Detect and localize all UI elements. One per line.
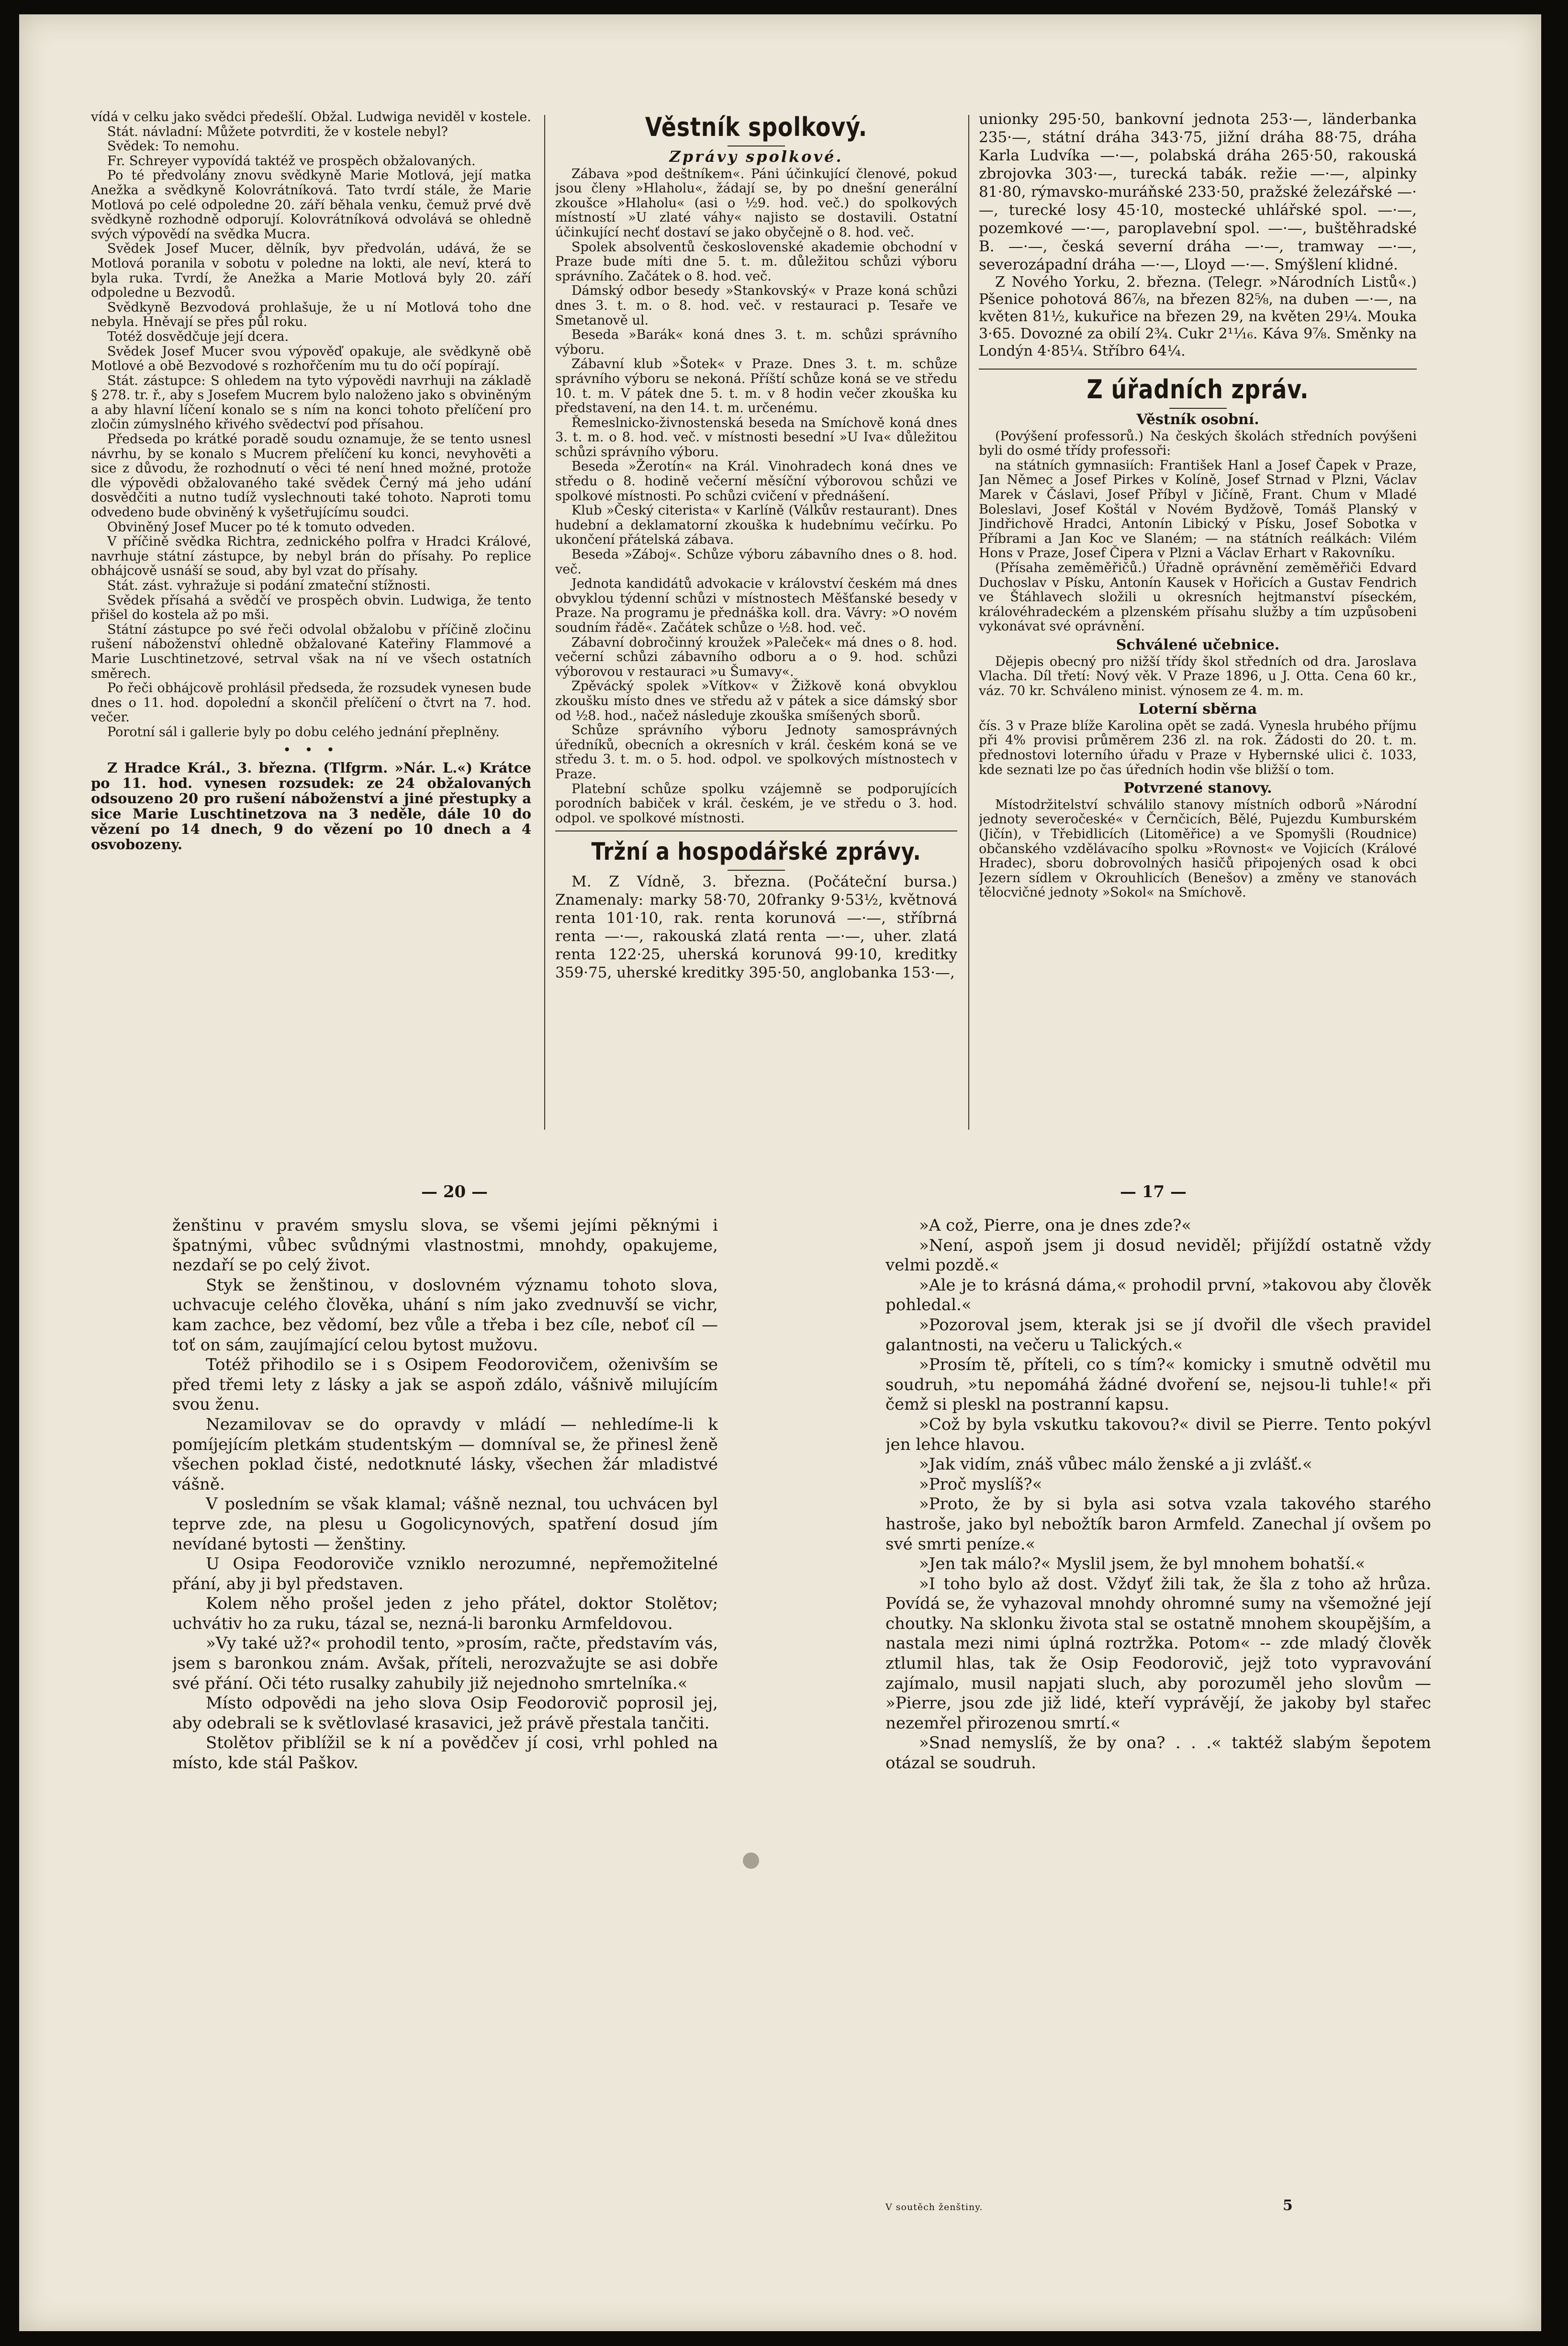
section-subtitle: Zprávy spolkové.: [669, 147, 843, 166]
official-news-column: [979, 110, 1417, 1144]
paragraph: Z Nového Yorku, 2. března. (Telegr. »Národních Listů«.) Pšenice pohotová 86⅞, na březen 82⅝, na duben —·—, na květen 81½, kukuřice na březen 29, na květen 29¼. Mouka 3·65. Dovozné za obilí 2¾. Cukr 2¹¹⁄₁₆. Káva 9⅞. Směnky na Londýn 4·85¼. Stříbro 64¼.: [979, 274, 1417, 359]
paragraph: Klub »Český citerista« v Karlíně (Válkův restaurant). Dnes hudební a deklamatorní zkouška k hudebnímu večírku. Po ukončení přátelská zábava.: [555, 503, 957, 548]
paragraph: »Jak vidím, znáš vůbec málo ženské a ji zvlášť.«: [919, 1455, 1312, 1474]
paragraph: Po řeči obhájcově prohlásil předseda, že rozsudek vynesen bude dnes o 11. hod. dopolední a skončil přelíčení o čtvrt na 7. hod. večer.: [91, 681, 531, 725]
paragraph: Řemeslnicko-živnostenská beseda na Smíchově koná dnes 3. t. m. o 8. hod. več. v místnosti besední »U Iva« důležitou schůzi správního výboru.: [555, 415, 957, 460]
paragraph: »Proč myslíš?«: [919, 1474, 1042, 1494]
paragraph: »Není, aspoň jsem ji dosud neviděl; přijíždí ostatně vždy velmi pozdě.«: [885, 1235, 1431, 1275]
divider: [1169, 408, 1227, 409]
column-rule: [968, 115, 969, 1130]
paragraph: Stát. zástupce: S ohledem na tyto výpovědi navrhuji na základě § 278. tr. ř., aby s Josefem Mucrem bylo naloženo jako s obviněným a aby hlavní líčení konalo se s ním na konci tohoto přelíčení pro zločin zúmyslného křivého svědectví pod přísahou.: [91, 373, 531, 432]
paragraph: Svědek Josef Mucer, dělník, byv předvolán, udává, že se Motlová poranila v sobotu v poledne na lokti, ale neví, která to byla ruka. Tvrdí, že Anežka a Marie Motlová byly 20. září odpoledne u Bezvodů.: [91, 241, 531, 301]
paragraph: Dějepis obecný pro nižší třídy škol středních od dra. Jaroslava Vlacha. Díl třetí: Nový věk. V Praze 1896, u J. Otta. Cena 60 kr., váz. 70 kr. Schváleno minist. výnosem ze 4. m. m.: [979, 654, 1417, 698]
paragraph: »I toho bylo až dost. Vždyť žili tak, že šla z toho až hrůza. Povídá se, že vyhazoval mnohdy ohromné sumy na všemožné její choutky. Na sklonku života stal se ostatně mnohem skoupějším, a nastala mezi nimi úplná roztržka. Potom« -- zde mladý člověk ztlumil hlas, tak že Osip Feodorovič, jejž toto vypravování zajímalo, musil napjati sluch, aby porozuměl jeho slovům — »Pierre, jsou zde již lidé, kteří vyprávějí, že jakoby byl stařec nezemřel přirozenou smrtí.«: [885, 1574, 1431, 1733]
paragraph: Beseda »Žerotín« na Král. Vinohradech koná dnes ve středu o 8. hodině večerní měsíční výborovou schůzi ve spolkové místnosti. Po schůzi cvičení v přednášení.: [555, 459, 957, 504]
court-report-column: [91, 110, 531, 1144]
paragraph: Svědek Josef Mucer svou výpověď opakuje, ale svědkyně obě Motlové a obě Bezvodové s rozhořčením mu tu do očí popírají.: [91, 344, 531, 374]
novel-page-right: [885, 1216, 1431, 2154]
paragraph: Státní zástupce po své řeči odvolal obžalobu v příčině zločinu rušení náboženství ohledně obžalované Kateřiny Flammové a Marie Luschtinetzové, setrval však na ní ve všech ostatních směrech.: [91, 622, 531, 681]
paragraph: Stát. zást. vyhražuje si podání zmateční stížnosti.: [107, 578, 431, 593]
paragraph: (Povýšení professorů.) Na českých školách středních povýšeni byli do osmé třídy professoři:: [979, 428, 1417, 459]
paragraph: Svědek přísahá a svědčí ve prospěch obvin. Ludwiga, že tento přišel do kostela až po mši.: [91, 593, 531, 623]
paragraph: »Snad nemyslíš, že by ona? . . .« taktéž slabým šepotem otázal se soudruh.: [885, 1733, 1431, 1773]
section-separator: • • •: [283, 741, 339, 758]
paragraph: Zpěvácký spolek »Vítkov« v Žižkově koná obvyklou zkoušku místo dnes ve středu až v pátek a sice dámský sbor od ½8. hod., načež následuje zkouška smíšených sborů.: [555, 679, 957, 723]
paragraph: Kolem něho prošel jeden z jeho přátel, doktor Stolětov; uchvátiv ho za ruku, tázal se, nezná-li baronku Armfeldovou.: [172, 1594, 718, 1633]
paragraph: Dámský odbor besedy »Stankovský« v Praze koná schůzi dnes 3. t. m. o 8. hod. več. v restauraci p. Tesaře ve Smetanově ul.: [555, 283, 957, 328]
subsection-title: Schválené učebnice.: [1116, 636, 1280, 653]
paragraph: Zábavní klub »Šotek« v Praze. Dnes 3. t. m. schůze správního výboru se nekoná. Příští schůze koná se ve středu 10. t. m. V pátek dne 5. t. m. v 8 hodin večer zkouška ku představení, na den 14. t. m. určenému.: [555, 357, 957, 416]
paragraph: Fr. Schreyer vypovídá taktéž ve prospěch obžalovaných.: [107, 153, 476, 168]
paragraph: U Osipa Feodoroviče vzniklo nerozumné, nepřemožitelné přání, aby ji byl představen.: [172, 1554, 718, 1594]
section-title: Z úřadních zpráv.: [1086, 374, 1309, 404]
paragraph: Stolětov přiblížil se k ní a povědčev jí cosi, vrhl pohled na místo, kde stál Paškov.: [172, 1733, 718, 1773]
paragraph: »Jen tak málo?« Myslil jsem, že byl mnohem bohatší.«: [919, 1554, 1366, 1574]
paragraph: vídá v celku jako svědci předešlí. Obžal. Ludwiga neviděl v kostele.: [91, 110, 531, 124]
paragraph: »Ale je to krásná dáma,« prohodil první, »takovou aby člověk pohledal.«: [885, 1275, 1431, 1315]
paragraph: Totéž přihodilo se i s Osipem Feodorovičem, oženivším se před třemi lety z lásky a jak se aspoň zdálo, vášnivě milujícím svou ženu.: [172, 1355, 718, 1414]
newspaper-sheet: [19, 14, 1541, 2331]
paragraph: na státních gymnasiích: František Hanl a Josef Čapek v Praze, Jan Němec a Josef Pirkes v Kolíně, Josef Strnad v Plzni, Václav Marek v Čáslavi, Josef Příbyl v Jičíně, Frant. Chum v Mladé Boleslavi, Josef Koštál v Novém Bydžově, Tomáš Planský v Jindřichově Hradci, Antonín Libický v Písku, Josef Sobotka v Příbrami a Jan Koc ve Slaném; — na státních reálkách: Vilém Hons v Praze, Josef Čipera v Plzni a Václav Erhart v Rakovníku.: [979, 458, 1417, 561]
page-number: — 17 —: [1120, 1182, 1187, 1201]
paragraph: V příčině svědka Richtra, zednického polfra v Hradci Králové, navrhuje státní zástupce, by nebyl brán do přísahy. Po replice obhájcově usnáší se soud, aby byl vzat do přísahy.: [91, 534, 531, 579]
paragraph: ženštinu v pravém smyslu slova, se všemi jejími pěknými i špatnými, vůbec svůdnými vlastnostmi, mnohdy, opakujeme, nezdaří se po celý život.: [172, 1216, 718, 1275]
column-rule: [544, 115, 545, 1130]
paragraph: Místodržitelství schválilo stanovy místních odborů »Národní jednoty severočeské« v Černčicích, Bělé, Pujezdu Kumburském (Jičín), v Třebidlicích (Litoměřice) a ve Spomyšli (Roudnice) občanského vzdělávacího spolku »Rovnost« ve Vojicích (Králové Hradec), sboru dobrovolných hasičů připojených osad k obci Jezern sídlem v Okrouhlicích (Benešov) a změny ve stanovách tělocvičné jednoty »Sokol« na Smíchově.: [979, 797, 1417, 900]
novel-page-left: [172, 1216, 718, 2125]
paragraph: V posledním se však klamal; vášně neznal, tou uchvácen byl teprve zde, na plesu u Gogolicynových, spatření dosud jím nevídané bytosti — ženštiny.: [172, 1494, 718, 1554]
paragraph: »Pozoroval jsem, kterak jsi se jí dvořil dle všech pravidel galantnosti, na večeru u Talických.«: [885, 1315, 1431, 1355]
page-number: — 20 —: [421, 1182, 488, 1201]
paragraph: »Prosím tě, příteli, co s tím?« komicky i smutně odvětil mu soudruh, »tu nepomáhá žádné dvoření se, nejsou-li tuhle!« při čemž si pleskl na postranní kapsu.: [885, 1355, 1431, 1414]
paragraph: Jednota kandidátů advokacie v království českém má dnes obvyklou týdenní schůzi v místnostech Měšťanské besedy v Praze. Na programu je přednáška koll. dra. Vávry: »O novém soudním řádě«. Začátek schůze o ½8. hod. več.: [555, 576, 957, 635]
paragraph: Zábava »pod deštníkem«. Páni účinkující členové, pokud jsou členy »Hlaholu«, žádají se, by po dnešní generální zkoušce »Hlaholu« (asi o ½9. hod. več.) do spolkových místností »U zlaté váhy« najisto se dostavili. Ostatní účinkující nechť dostaví se jako obyčejně o 8. hod. več.: [555, 166, 957, 240]
paragraph: Místo odpovědi na jeho slova Osip Feodorovič poprosil jej, aby odebrali se k světlovlasé krasavici, jež právě přestala tančiti.: [172, 1694, 718, 1733]
paragraph: Spolek absolventů československé akademie obchodní v Praze bude míti dne 5. t. m. důležitou schůzi výboru správního. Začátek o 8. hod. več.: [555, 239, 957, 284]
paragraph: Porotní sál i gallerie byly po dobu celého jednání přeplněny.: [107, 724, 500, 740]
paragraph: Styk se ženštinou, v doslovném významu tohoto slova, uchvacuje celého člověka, uhání s ním jako zvednuvší se vichr, kam zachce, bez vědomí, bez vůle a třeba i bez cíle, neboť cíl — toť on sám, zaujímající celou bytost mužovu.: [172, 1275, 718, 1355]
paragraph: Stát. návladní: Můžete potvrditi, že v kostele nebyl?: [107, 124, 448, 139]
signature-mark: 5: [1283, 2197, 1293, 2214]
paragraph: »Vy také už?« prohodil tento, »prosím, račte, představím vás, jsem s baronkou znám. Avšak, příteli, nerozvažujte se asi dobře své přání. Oči této rusalky zahubily již nejednoho smrtelníka.«: [172, 1634, 718, 1693]
paragraph: čís. 3 v Praze blíže Karolina opět se zadá. Vynesla hrubého příjmu při 4% provisi průměrem 236 zl. na rok. Žádosti do 20. t. m. přednostovi loterního úřadu v Praze v Hybernské ulici č. 1033, kde seznati lze po čas úředních hodin vše bližší o tom.: [979, 718, 1417, 777]
paragraph: Beseda »Barák« koná dnes 3. t. m. schůzi správního výboru.: [555, 327, 957, 357]
paragraph: Nezamilovav se do opravdy v mládí — nehledíme-li k pomíjejícím pletkám studentským — domníval se, že přinesl ženě všechen poklad čisté, nedotknuté lásky, všechen žár mladistvé vášně.: [172, 1414, 718, 1494]
subsection-title: Loterní sběrna: [1138, 701, 1257, 718]
paragraph: Schůze správního výboru Jednoty samosprávných úředníků, obecních a okresních v král. českém koná se ve středu 3. t. m. o 5. hod. odpol. ve spolkových místnostech v Praze.: [555, 723, 957, 782]
divider: [979, 369, 1417, 370]
telegram-dispatch: Z Hradce Král., 3. března. (Tlfgrm. »Nár. L.«) Krátce po 11. hod. vynesen rozsudek: ze 24 obžalovaných odsouzeno 20 pro rušení náboženství a jiné přestupky a sice Marie Luschtinetzova na 3 neděle, dále 10 do vězení po 14 dnech, 9 do vězení po 10 dnech a 4 osvobozeny.: [91, 760, 531, 853]
paragraph: (Přísaha zeměměřičů.) Úřadně oprávnění zeměměřiči Edvard Duchoslav v Písku, Antonín Kausek v Hořicích a Gustav Fendrich ve Štáhlavech složili u okresních hejtmanství píseckém, královéhradeckém a plzenském přísahu služby a tím uzpůsobeni vykonávat své oprávnění.: [979, 560, 1417, 634]
paragraph: Platební schůze spolku vzájemně se podporujících porodních babiček v král. českém, je ve středu o 3. hod. odpol. ve spolkové místnosti.: [555, 781, 957, 826]
paragraph: Zábavní dobročinný kroužek »Paleček« má dnes o 8. hod. večerní schůzi zábavního odboru a o 9. hod. schůzi výborovou v restauraci »u Šumavy«.: [555, 635, 957, 679]
paragraph: unionky 295·50, bankovní jednota 253·—, länderbanka 235·—, státní dráha 343·75, jižní dráha 88·75, dráha Karla Ludvíka —·—, polabská dráha 265·50, rakouská zbrojovka 303·—, turecká tabák. režie —·—, alpinky 81·80, rýmavsko-muráňské 233·50, pražské železářské —·—, turecké losy 45·10, mostecké uhlářské spol. —·—, pozemkové —·—, paroplavební spol. —·—, buštěhradské B. —·—, česká severní dráha —·—, tramway —·—, severozápadní dráha —·—, Lloyd —·—. Smýšlení klidné.: [979, 111, 1417, 273]
divider: [728, 870, 785, 871]
paragraph: Totéž dosvědčuje její dcera.: [107, 329, 289, 344]
page-footnote: V soutěch ženštiny.: [885, 2202, 983, 2212]
paragraph: »Což by byla vskutku takovou?« divil se Pierre. Tento pokývl jen lehce hlavou.: [885, 1414, 1431, 1454]
section-title: Věstník spolkový.: [645, 112, 868, 142]
paragraph: »A což, Pierre, ona je dnes zde?«: [919, 1216, 1192, 1235]
paragraph: Obviněný Josef Mucer po té k tomuto odveden.: [107, 519, 415, 535]
paragraph: Po té předvolány znovu svědkyně Marie Motlová, její matka Anežka a svědkyně Kolovrátníková. Tato tvrdí stále, že Marie Motlová po celé odpoledne 20. září běhala venku, čemuž prvé dvě svědkyně rozhodně odporují. Kolovrátníková odvolává se ohledně svých výpovědí na svědka Mucra.: [91, 168, 531, 242]
binding-hole: [743, 1852, 759, 1869]
subsection-title: Věstník osobní.: [1136, 411, 1259, 428]
section-title: Tržní a hospodářské zprávy.: [591, 838, 921, 866]
society-news-column: [555, 110, 957, 1144]
paragraph: Svědkyně Bezvodová prohlašuje, že u ní Motlová toho dne nebyla. Hněvají se přes půl roku.: [91, 300, 531, 330]
paragraph: Předseda po krátké poradě soudu oznamuje, že se tento usnesl návrhu, by se konalo s Mucrem přelíčení ku konci, nevyhověti a sice z důvodu, že rozhodnutí o věci té není hned možné, protože dle výpovědi obžalovaného také svědek Černý má jeho udání dosvědčiti a nutno tudíž vyslechnouti také tohoto. Naproti tomu odvedeno bude obviněný k vyšetřujícímu soudci.: [91, 432, 531, 520]
paragraph: Beseda »Záboj«. Schůze výboru zábavního dnes o 8. hod. več.: [555, 547, 957, 577]
subsection-title: Potvrzené stanovy.: [1123, 780, 1272, 797]
paragraph: Svědek: To nemohu.: [107, 139, 240, 154]
paragraph: »Proto, že by si byla asi sotva vzala takového starého hastroše, jako byl nebožtík baron Armfeld. Zanechal jí ovšem po své smrti peníze.«: [885, 1494, 1431, 1554]
paragraph: M. Z Vídně, 3. března. (Počáteční bursa.) Znamenaly: marky 58·70, 20franky 9·53½, květnová renta 101·10, rak. renta korunová —·—, stříbrná renta —·—, rakouská zlatá renta —·—, uher. zlatá renta 122·25, uherská korunová 99·10, kreditky 359·75, uherské kreditky 395·50, anglobanka 153·—,: [555, 873, 957, 982]
